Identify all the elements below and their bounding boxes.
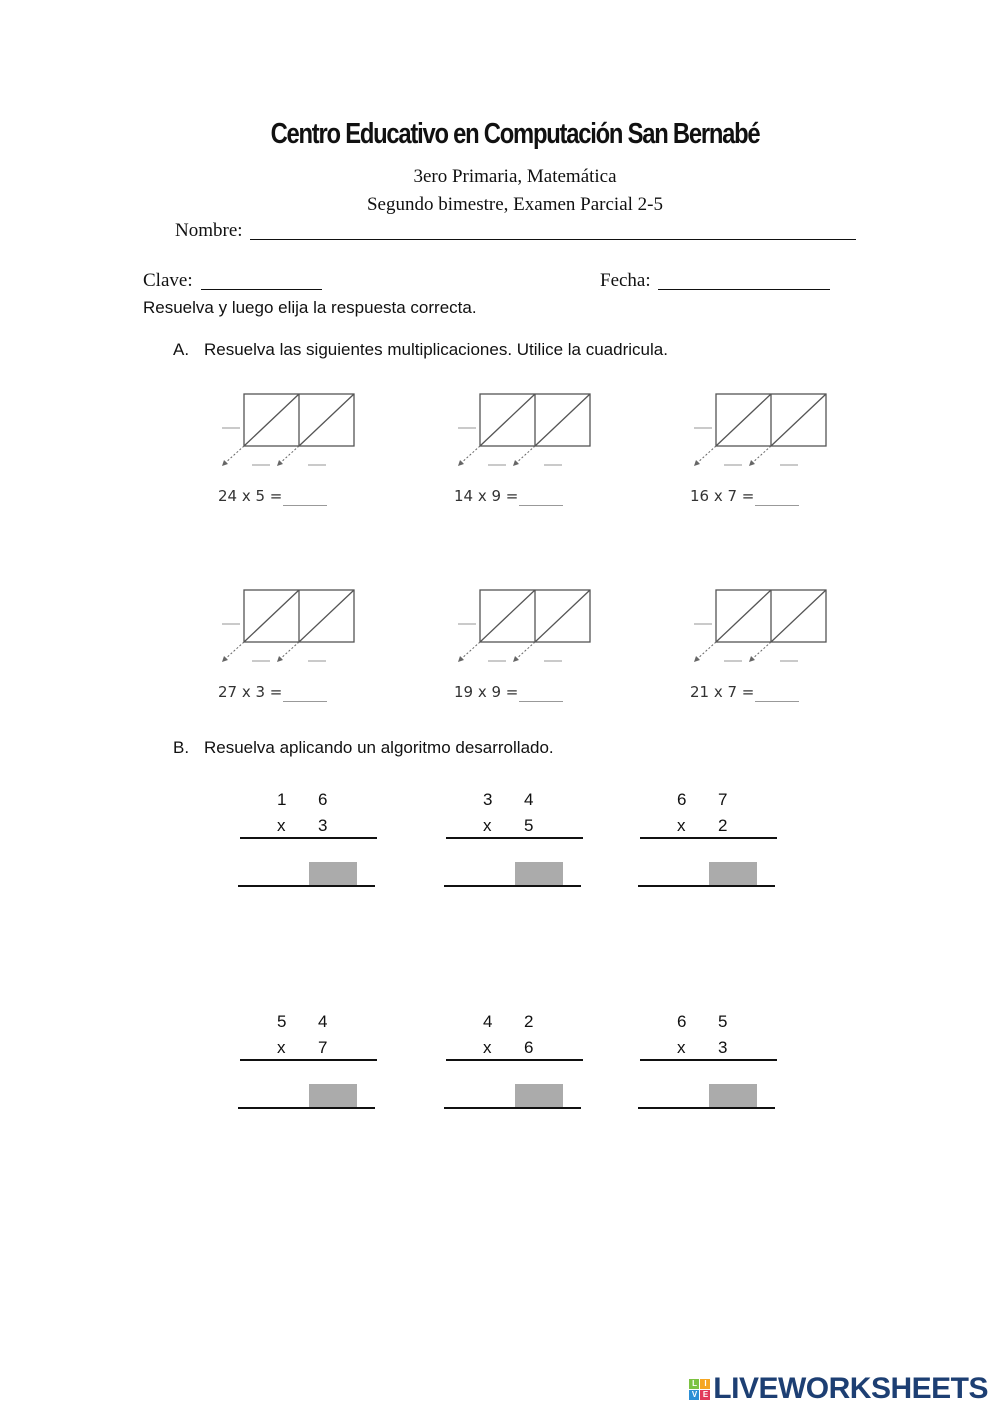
arrow-icon [279,446,299,464]
lattice-problem [686,389,836,505]
answer-line[interactable] [238,1107,375,1109]
arrow-icon [460,446,480,464]
times-sign: x [483,816,492,835]
times-sign: x [677,816,686,835]
arrow-icon [696,446,716,464]
arrow-icon [279,642,299,660]
tens-digit: 3 [483,790,493,809]
name-field[interactable] [250,222,856,240]
answer-box[interactable] [515,1084,563,1108]
grade-subject: 3ero Primaria, Matemática [413,166,617,187]
school-title: Centro Educativo en Computación San Bernabé [270,118,760,150]
result-field[interactable] [283,487,327,506]
rule-line [640,1059,777,1061]
answer-box[interactable] [515,862,563,886]
date-label: Fecha: [600,270,651,291]
logo-text: LIVEWORKSHEETS [713,1372,988,1405]
lattice-grid [214,389,364,479]
ones-digit: 4 [524,790,534,809]
tens-digit: 6 [677,1012,687,1031]
arrow-icon [224,446,244,464]
lattice-problem [450,389,600,505]
arrow-icon [460,642,480,660]
lattice-grid [686,389,836,479]
answer-line[interactable] [444,885,581,887]
ones-digit: 5 [718,1012,728,1031]
arrow-icon [751,446,771,464]
tens-digit: 4 [483,1012,493,1031]
answer-line[interactable] [238,885,375,887]
logo-badge-letter: L [689,1379,699,1389]
answer-box[interactable] [709,862,757,886]
rule-line [240,1059,377,1061]
arrow-icon [515,446,535,464]
section-a-title: Resuelva las siguientes multiplicaciones. Utilice la cuadricula. [204,340,668,359]
multiplier-digit: 3 [718,1038,728,1057]
lattice-problem [214,389,364,505]
equation-text: 14 x 9 = [454,487,519,505]
answer-line[interactable] [638,1107,775,1109]
date-field[interactable] [658,272,830,290]
equation-text: 16 x 7 = [690,487,755,505]
arrow-icon [515,642,535,660]
ones-digit: 2 [524,1012,534,1031]
answer-box[interactable] [309,862,357,886]
ones-digit: 7 [718,790,728,809]
multiplier-digit: 2 [718,816,728,835]
tens-digit: 6 [677,790,687,809]
section-b-marker: B. [173,738,190,757]
times-sign: x [277,816,286,835]
tens-digit: 5 [277,1012,287,1031]
times-sign: x [677,1038,686,1057]
result-field[interactable] [755,683,799,702]
result-field[interactable] [755,487,799,506]
section-a-marker: A. [173,340,190,359]
name-label: Nombre: [175,220,243,241]
instructions: Resuelva y luego elija la respuesta correcta. [143,298,477,317]
lattice-grid [450,389,600,479]
tens-digit: 1 [277,790,287,809]
exam-title: Segundo bimestre, Examen Parcial 2-5 [366,194,663,215]
equation-text: 21 x 7 = [690,683,755,701]
lattice-grid [450,585,600,675]
arrow-icon [224,642,244,660]
multiplier-digit: 6 [524,1038,534,1057]
key-field[interactable] [201,272,322,290]
rule-line [240,837,377,839]
arrow-icon [751,642,771,660]
lattice-problem [214,585,364,701]
result-field[interactable] [283,683,327,702]
liveworksheets-logo [689,1372,988,1406]
times-sign: x [277,1038,286,1057]
equation-text: 19 x 9 = [454,683,519,701]
lattice-grid [214,585,364,675]
section-b-title: Resuelva aplicando un algoritmo desarrollado. [204,738,554,757]
multiplier-digit: 5 [524,816,534,835]
answer-line[interactable] [444,1107,581,1109]
logo-badge-icon [689,1379,710,1400]
lattice-grid [686,585,836,675]
logo-badge-letter: E [700,1390,710,1400]
rule-line [446,837,583,839]
answer-box[interactable] [309,1084,357,1108]
lattice-problem [450,585,600,701]
rule-line [640,837,777,839]
equation-text: 27 x 3 = [218,683,283,701]
multiplier-digit: 7 [318,1038,328,1057]
times-sign: x [483,1038,492,1057]
rule-line [446,1059,583,1061]
lattice-problem [686,585,836,701]
multiplier-digit: 3 [318,816,328,835]
result-field[interactable] [519,683,563,702]
equation-text: 24 x 5 = [218,487,283,505]
answer-box[interactable] [709,1084,757,1108]
arrow-icon [696,642,716,660]
result-field[interactable] [519,487,563,506]
key-label: Clave: [143,270,193,291]
answer-line[interactable] [638,885,775,887]
ones-digit: 4 [318,1012,328,1031]
logo-badge-letter: I [700,1379,710,1389]
logo-badge-letter: V [689,1390,699,1400]
ones-digit: 6 [318,790,328,809]
